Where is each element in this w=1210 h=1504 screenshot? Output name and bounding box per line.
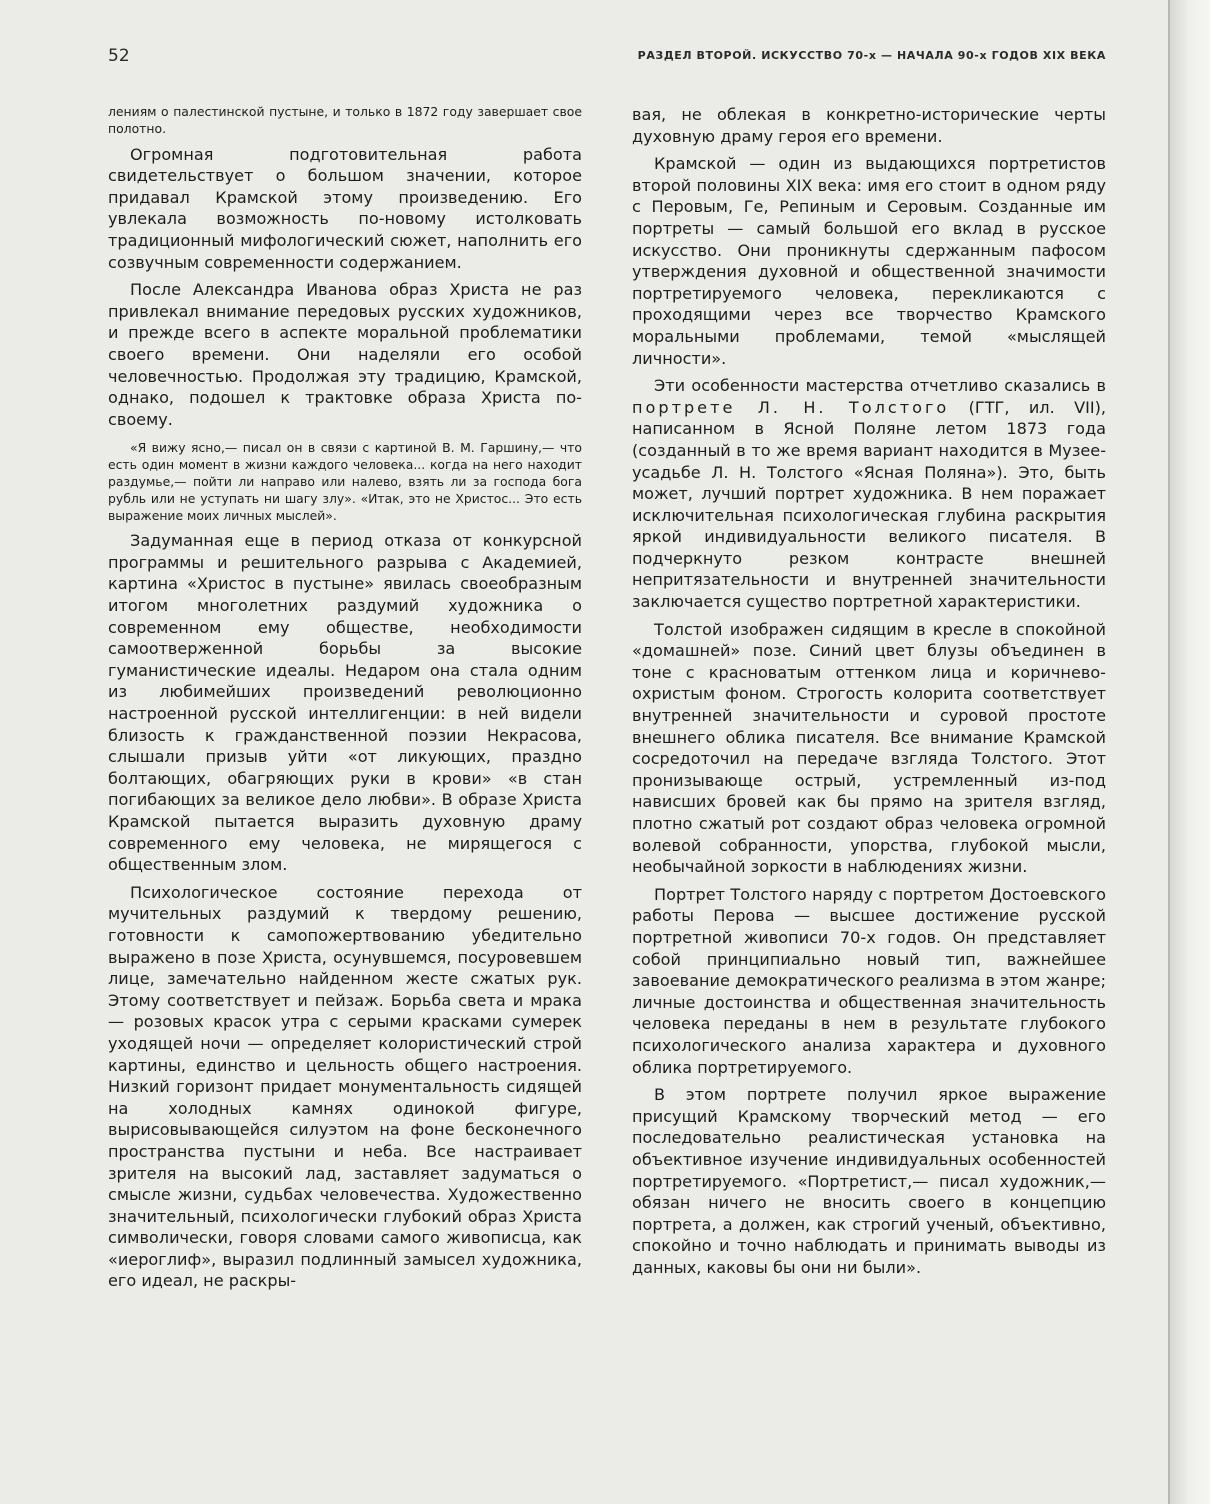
spaced-emphasis: портрете Л. Н. Толстого	[632, 397, 950, 417]
paragraph: Толстой изображен сидящим в кресле в спокойной «домашней» позе. Синий цвет блузы объединен в тоне с красноватым оттенком лица и коричнево-охристым фоном. Строгость колорита соответствует внутренней значительности и суровой простоте внешнего облика писателя. Все внимание Крамской сосредоточил на передаче взгляда Толстого. Этот пронизывающе острый, устремленный из-под нависших бровей как бы прямо на зрителя взгляд, плотно сжатый рот создают образ человека огромной волевой собранности, упорства, глубокой мысли, необычайной зоркости в наблюдениях жизни.	[632, 619, 1106, 877]
paragraph: Психологическое состояние перехода от мучительных раздумий к твердому решению, готовности к самопожертвованию убедительно выражено в позе Христа, осунувшемся, посуровевшем лице, замечательно найденном жесте сжатых рук. Этому соответствует и пейзаж. Борьба света и мрака — розовых красок утра с серыми красками сумерек уходящей ночи — определяет колористический строй картины, единство и цельность общего настроения. Низкий горизонт придает монументальность сидящей на холодных камнях одинокой фигуре, вырисовывающейся силуэтом на фоне бесконечного пространства пустыни и неба. Все настраивает зрителя на высокий лад, заставляет задуматься о смысле жизни, судьбах человечества. Художественно значительный, психологически глубокий образ Христа символически, говоря словами самого живописца, как «иероглиф», выразил подлинный замысел художника, его идеал, не раскры-	[108, 882, 582, 1291]
paragraph: В этом портрете получил яркое выражение присущий Крамскому творческий метод — его последовательно реалистическая установка на объективное изучение индивидуальных особенностей портретируемого. «Портретист,— писал художник,— обязан ничего не вносить своего в концепцию портрета, а должен, как строгий ученый, объективно, спокойно и точно наблюдать и принимать выводы из данных, каковы бы они ни были».	[632, 1085, 1106, 1277]
page-number: 52	[108, 46, 130, 66]
quotation: «Я вижу ясно,— писал он в связи с картиной В. М. Гаршину,— что есть один момент в жизни каждого человека... когда на него находит раздумье,— пойти ли направо или налево, взять ли за господа бога рубль или не уступать ни шагу злу». «Итак, это не Христос... Это есть выражение моих личных мыслей».	[108, 440, 582, 523]
page-edge	[1168, 0, 1210, 1504]
paragraph-continuation: вая, не облекая в конкретно-исторические черты духовную драму героя его времени.	[632, 105, 1106, 146]
text-run: Эти особенности мастерства отчетливо сказались в	[654, 376, 1106, 396]
paragraph: Крамской — один из выдающихся портретистов второй половины XIX века: имя его стоит в одном ряду с Перовым, Ге, Репиным и Серовым. Созданные им портреты — самый большой его вклад в русское искусство. Они проникнуты сдержанным пафосом утверждения духовной и общественной значимости портретируемого человека, перекликаются с проходящими через все творчество Крамского моральными проблемами, темой «мыслящей личности».	[632, 154, 1106, 368]
paragraph: Портрет Толстого наряду с портретом Достоевского работы Перова — высшее достижение русской портретной живописи 70-х годов. Он представляет собой принципиально новый тип, важнейшее завоевание демократического реализма в этом жанре; личные достоинства и общественная значительность человека переданы в нем в результате глубокого психологического анализа характера и духовного облика портретируемого.	[632, 884, 1106, 1077]
paragraph: Задуманная еще в период отказа от конкурсной программы и решительного разрыва с Академией, картина «Христос в пустыне» явилась своеобразным итогом многолетних раздумий художника о современном ему обществе, необходимости самоотверженной борьбы за высокие гуманистические идеалы. Недаром она стала одним из любимейших произведений революционно настроенной русской интеллигенции: в ней видели близость к гражданственной поэзии Некрасова, слышали призыв уйти «от ликующих, праздно болтающих, обагряющих руки в крови» «в стан погибающих за великое дело любви». В образе Христа Крамской пытается выразить духовную драму современного ему человека, не мирящегося с общественным злом.	[108, 531, 582, 875]
paragraph: Огромная подготовительная работа свидетельствует о большом значении, которое придавал Крамской этому произведению. Его увлекала возможность по-новому истолковать традиционный мифологический сюжет, наполнить его созвучным современности содержанием.	[108, 144, 582, 272]
page-header	[108, 46, 1106, 70]
paragraph-continuation: лениям о палестинской пустыне, и только в 1872 году завершает свое полотно.	[108, 104, 582, 136]
left-column	[108, 104, 582, 1292]
paragraph: После Александра Иванова образ Христа не раз привлекал внимание передовых русских художников, и прежде всего в аспекте моральной проблематики своего времени. Они наделяли его особой человечностью. Продолжая эту традицию, Крамской, однако, подошел к трактовке образа Христа по-своему.	[108, 280, 582, 429]
right-column	[632, 104, 1106, 1278]
text-run: (ГТГ, ил. VII), написанном в Ясной Поляне летом 1873 года (созданный в то же время вариант находится в Музее-усадьбе Л. Н. Толстого «Ясная Поляна»). Это, быть может, лучший портрет художника. В нем поражает исключительная психологическая глубина раскрытия яркой индивидуальности великого писателя. В подчеркнуто резком контрасте внешней непритязательности и внутренней значительности заключается существо портретной характеристики.	[632, 397, 1106, 612]
paragraph-tolstoy-portrait	[632, 375, 1106, 613]
running-head: РАЗДЕЛ ВТОРОЙ. ИСКУССТВО 70-х — НАЧАЛА 90-х ГОДОВ XIX ВЕКА	[637, 49, 1106, 62]
